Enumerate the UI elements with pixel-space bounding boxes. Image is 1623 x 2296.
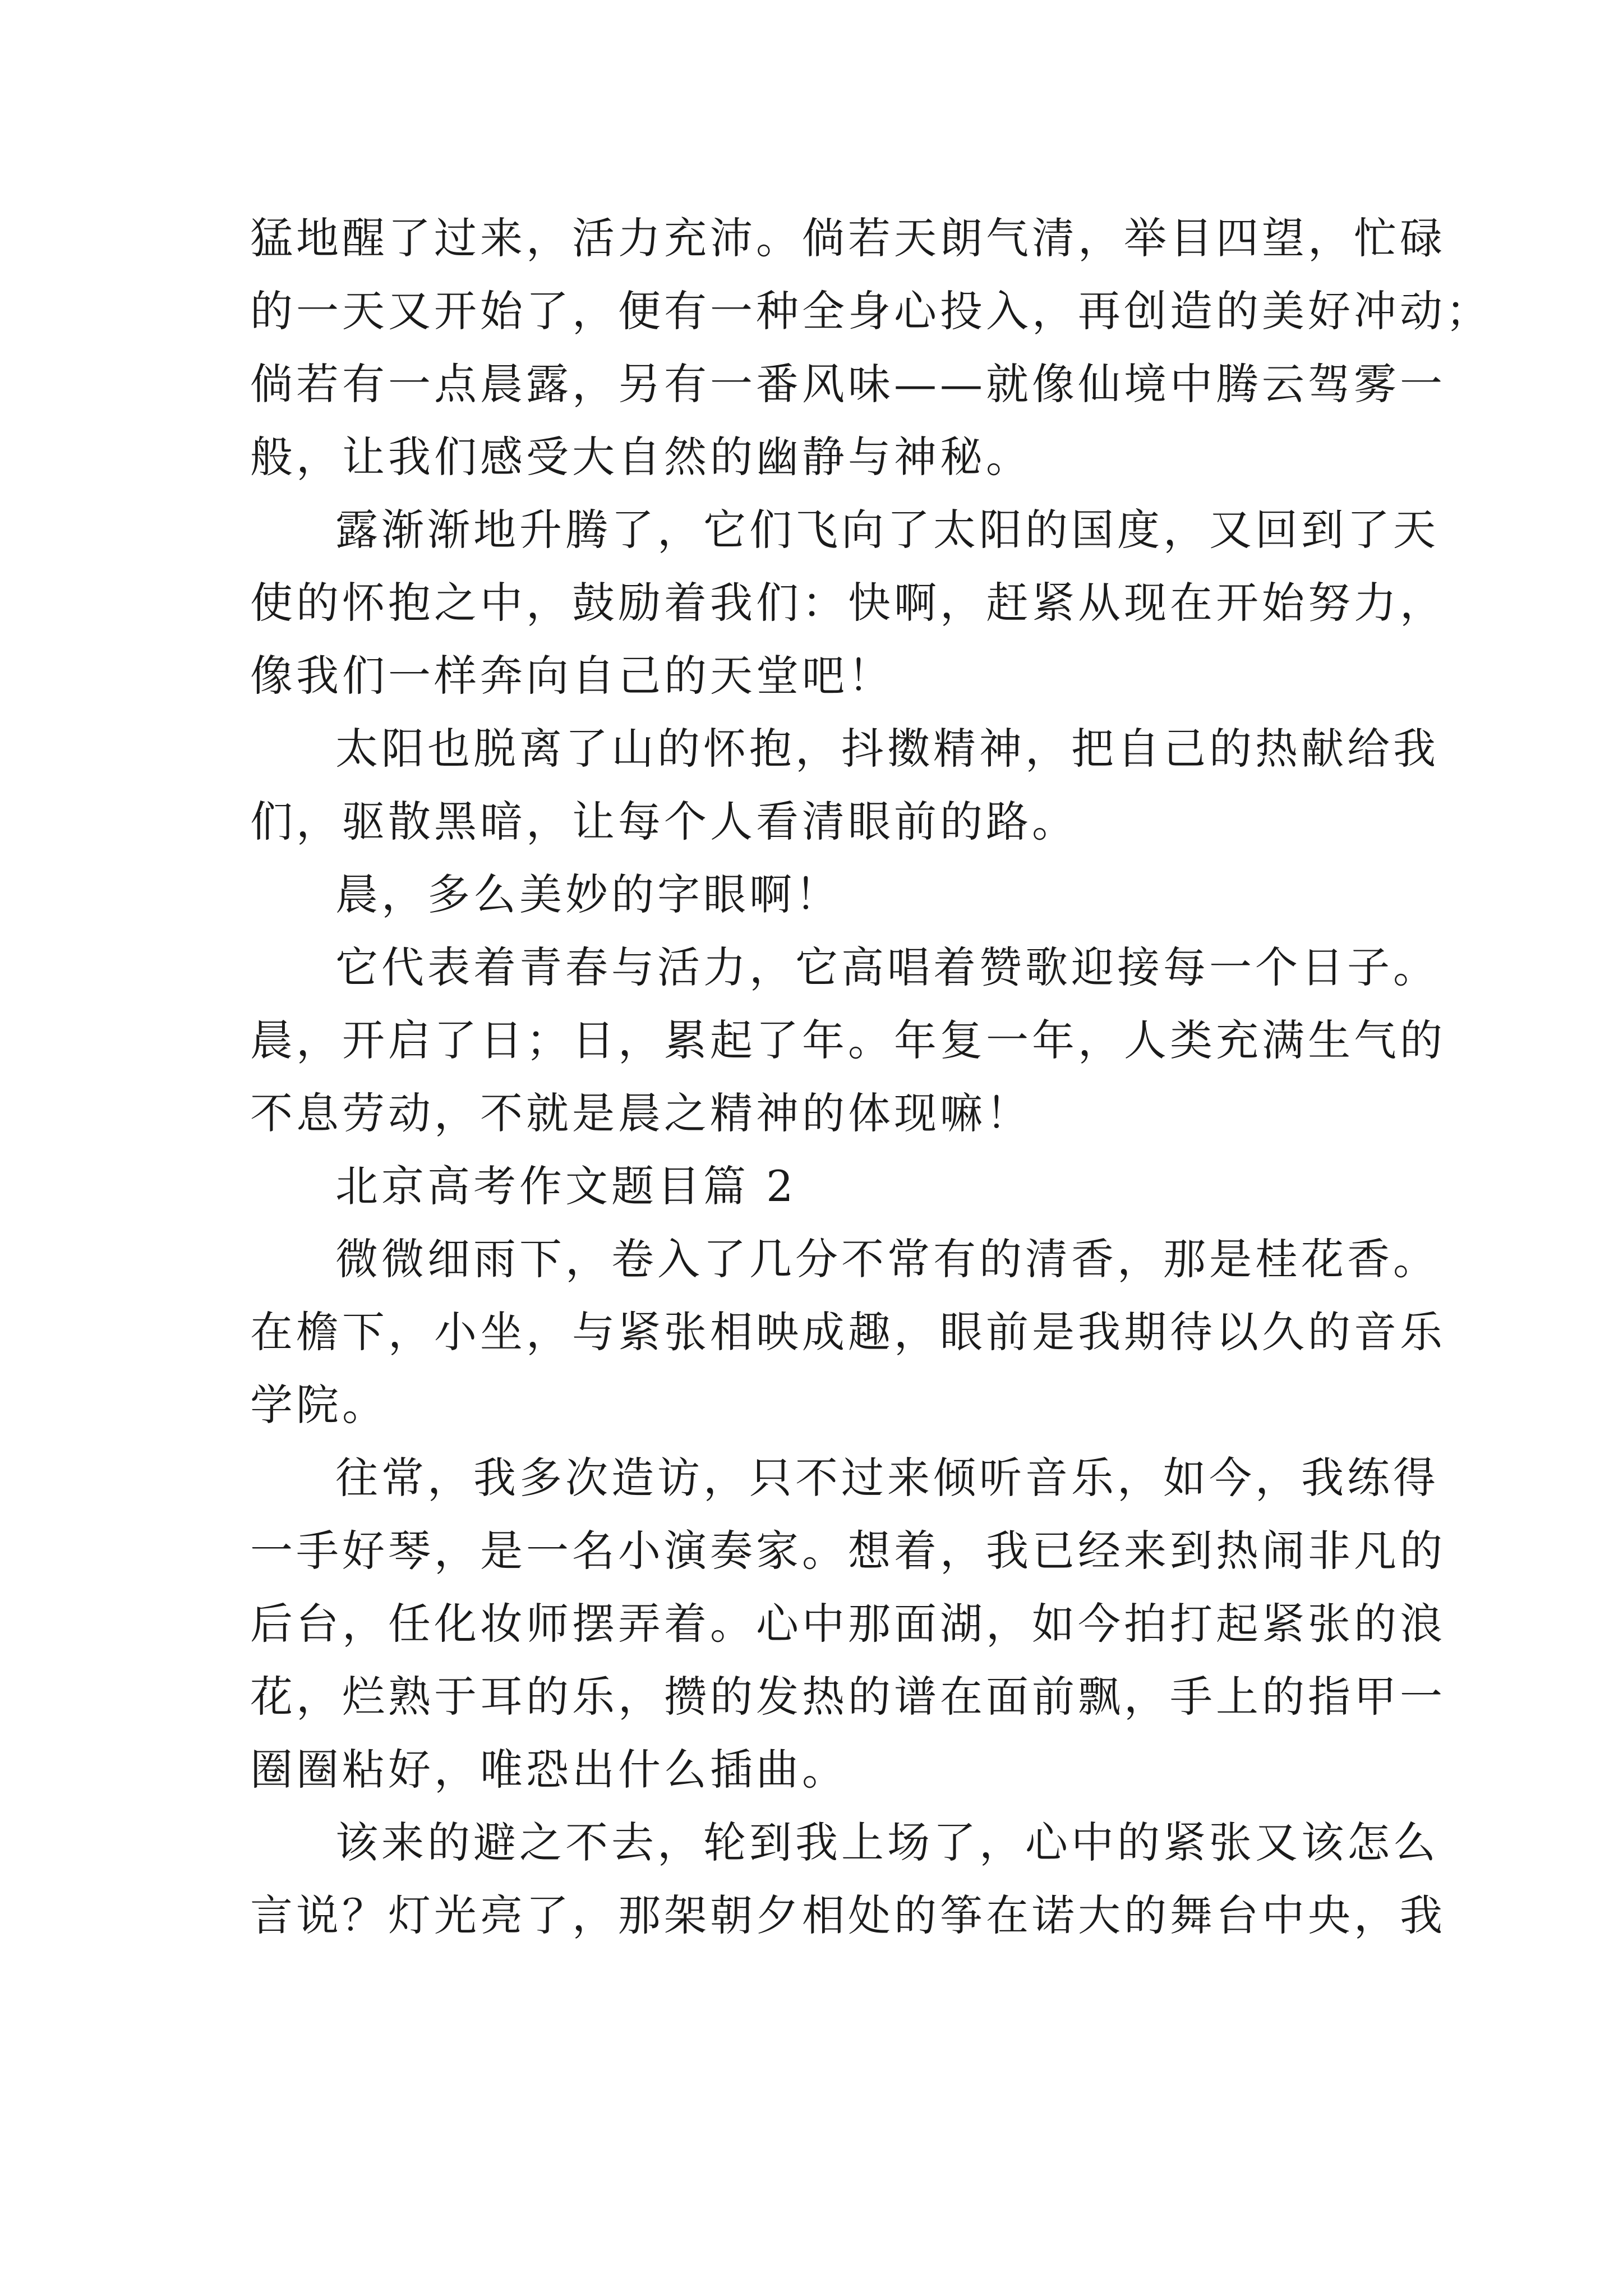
text-line: 圈圈粘好，唯恐出什么插曲。 xyxy=(250,1745,848,1795)
text-line: 般，让我们感受大自然的幽静与神秘。 xyxy=(250,432,1032,482)
paragraph-start-line: 该来的避之不去，轮到我上场了，心中的紧张又该怎么 xyxy=(335,1818,1439,1867)
text-line: 猛地醒了过来，活力充沛。倘若天朗气清，举目四望，忙碌 xyxy=(250,213,1446,263)
text-line: 的一天又开始了，便有一种全身心投入，再创造的美好冲动； xyxy=(250,286,1492,336)
document-body xyxy=(250,202,1492,1952)
text-line: 不息劳动，不就是晨之精神的体现嘛！ xyxy=(250,1088,1032,1138)
text-line: 学院。 xyxy=(250,1380,388,1430)
text-line: 在檐下，小坐，与紧张相映成趣，眼前是我期待以久的音乐 xyxy=(250,1307,1446,1357)
text-line: 使的怀抱之中，鼓励着我们：快啊，赶紧从现在开始努力， xyxy=(250,578,1446,628)
text-line: 晨，开启了日；日，累起了年。年复一年，人类充满生气的 xyxy=(250,1015,1446,1065)
section-heading: 北京高考作文题目篇 2 xyxy=(335,1161,797,1211)
text-line: 花，烂熟于耳的乐，攒的发热的谱在面前飘，手上的指甲一 xyxy=(250,1672,1446,1722)
text-line: 像我们一样奔向自己的天堂吧！ xyxy=(250,651,894,701)
text-line: 们，驱散黑暗，让每个人看清眼前的路。 xyxy=(250,797,1078,846)
paragraph-start-line: 往常，我多次造访，只不过来倾听音乐，如今，我练得 xyxy=(335,1453,1439,1503)
paragraph-start-line: 微微细雨下，卷入了几分不常有的清香，那是桂花香。 xyxy=(335,1234,1439,1284)
text-line: 一手好琴，是一名小演奏家。想着，我已经来到热闹非凡的 xyxy=(250,1526,1446,1576)
paragraph-start-line: 露渐渐地升腾了，它们飞向了太阳的国度，又回到了天 xyxy=(335,505,1439,555)
text-line: 后台，任化妆师摆弄着。心中那面湖，如今拍打起紧张的浪 xyxy=(250,1599,1446,1649)
paragraph-start-line: 太阳也脱离了山的怀抱，抖擞精神，把自己的热献给我 xyxy=(335,724,1439,774)
paragraph-start-line: 它代表着青春与活力，它高唱着赞歌迎接每一个日子。 xyxy=(335,942,1439,992)
text-line: 言说？灯光亮了，那架朝夕相处的筝在诺大的舞台中央，我 xyxy=(250,1890,1446,1940)
paragraph-start-line: 晨，多么美妙的字眼啊！ xyxy=(335,869,841,919)
text-line: 倘若有一点晨露，另有一番风味——就像仙境中腾云驾雾一 xyxy=(250,359,1446,409)
